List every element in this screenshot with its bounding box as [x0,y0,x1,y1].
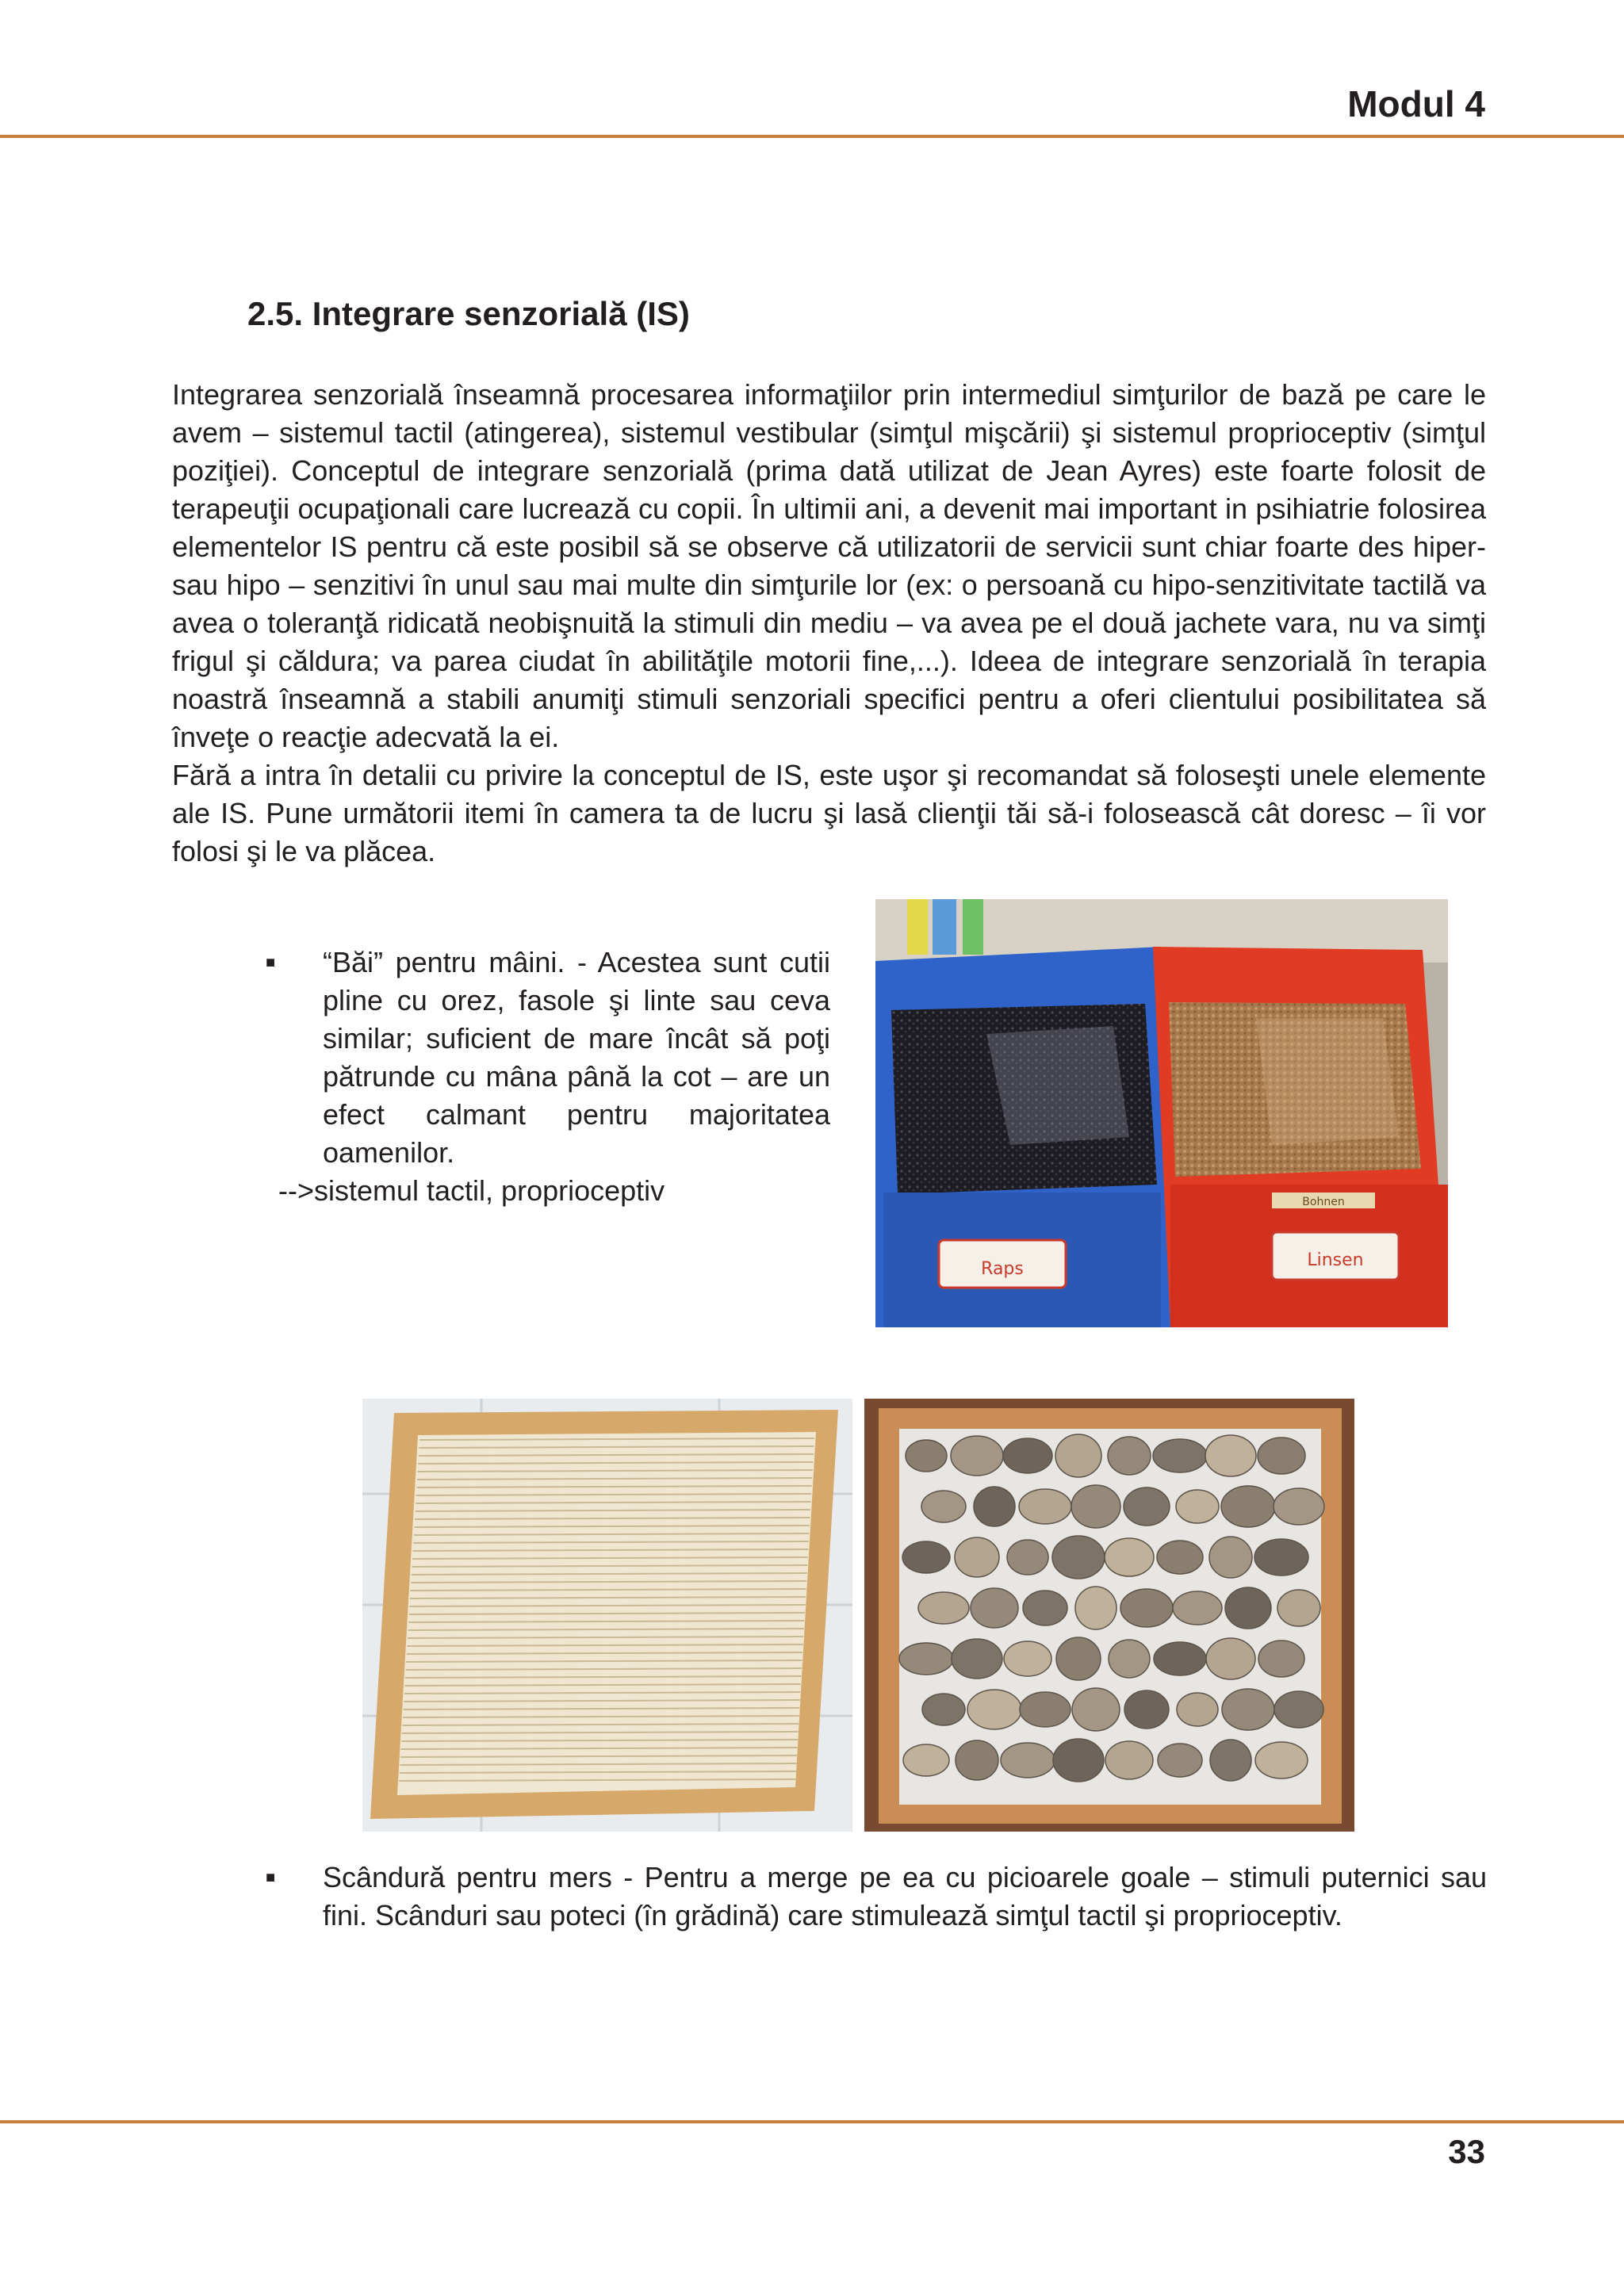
stone [1071,1485,1120,1528]
section-heading: 2.5. Integrare senzorială (IS) [247,295,690,332]
stone [1255,1742,1308,1778]
bullet-hand-baths-systems: -->sistemul tactil, proprioceptiv [278,1174,665,1207]
stone [1105,1741,1153,1779]
stone [1056,1637,1101,1680]
bullet-walking-board-text: Scândură pentru mers - Pentru a merge pe ea cu picioarele goale – stimuli puternici sau fini. Scânduri sau poteci (în grădină) care stimulează simţul tactil şi proprioceptiv. [323,1861,1487,1932]
stone [906,1440,947,1472]
stone [1007,1540,1048,1575]
stone [1157,1541,1203,1574]
stone [1001,1743,1055,1778]
stone [921,1491,966,1522]
stone [956,1740,998,1780]
stone [1254,1539,1308,1575]
stone [1173,1591,1222,1625]
stone [1108,1437,1151,1475]
stone [1222,1689,1274,1730]
stone [1177,1693,1218,1726]
stone [1124,1690,1169,1729]
bullet-square-icon: ■ [266,1869,276,1886]
box-label-small: Bohnen [1302,1196,1345,1208]
stone [955,1537,999,1577]
stone [1205,1435,1256,1476]
stone [1072,1688,1120,1731]
stone [1023,1591,1067,1625]
bullet-square-icon: ■ [266,954,276,971]
stone [1277,1590,1320,1626]
stone [1274,1488,1324,1525]
stone [1120,1589,1173,1627]
box-label-blue: Raps [981,1259,1024,1279]
stone [1053,1739,1104,1782]
stone [903,1744,949,1776]
stone [902,1541,950,1573]
stone [1105,1538,1154,1576]
stone [1020,1692,1071,1727]
stone [918,1592,969,1624]
stone [922,1694,965,1725]
photo-stick-board [362,1399,852,1832]
stone [1003,1438,1052,1473]
stone [1258,1641,1304,1677]
stone [971,1588,1018,1628]
stone [1004,1641,1051,1676]
paragraph-1: Integrarea senzorială înseamnă procesarea informaţiilor prin intermediul simţurilor de bază pe care le avem – sistemul tactil (atingerea), sistemul vestibular (simţul mişcării) şi sistemul proprioceptiv (simţul poziţiei). Conceptul de integrare senzorială (prima dată utilizat de Jean Ayres) este foarte folosit de terapeuţii ocupaţionali care lucrează cu copii. În ultimii ani, a devenit mai important in psihiatrie folosirea elementelor IS pentru că este posibil să se observe că utilizatorii de servicii sunt chiar foarte des hiper- sau hipo – senzitivi în unul sau mai multe din simţurile lor (ex: o persoană cu hipo-senzitivitate tactilă va avea o toleranţă ridicată neobişnuită la stimuli din mediu – va avea pe el două jachete vara, nu va simţi frigul şi căldura; va parea ciudat în abilităţile motorii fine,...). Ideea de integrare senzorială în terapia noastră înseamnă a stabili anumiţi stimuli senzoriali specifici pentru a oferi clientului posibilitatea să înveţe o reacţie adecvată la ei. [172,378,1486,753]
stone [1225,1587,1271,1629]
stone [899,1643,953,1675]
stone [1258,1438,1305,1474]
stone [1176,1490,1219,1523]
stone [1124,1487,1170,1526]
body-text [172,376,1486,871]
stone [1274,1691,1323,1728]
stone [1109,1640,1150,1678]
stone [952,1639,1002,1679]
stone [1052,1536,1105,1579]
stone [1019,1489,1071,1524]
paragraph-2: Fără a intra în detalii cu privire la conceptul de IS, este uşor şi recomandat să foloseşti unele elemente ale IS. Pune următorii itemi în camera ta de lucru şi lasă clienţii tăi să-i folosească cât doresc – îi vor folosi şi le va plăcea. [172,759,1486,867]
page-number: 33 [1448,2133,1485,2170]
box-label-red: Linsen [1307,1250,1364,1270]
stone [1209,1537,1252,1578]
stone [974,1487,1015,1526]
bullet-hand-baths [266,944,830,1210]
bullet-hand-baths-text: “Băi” pentru mâini. - Acestea sunt cutii pline cu orez, fasole şi linte sau ceva similar; suficient de mare încât să poţi pătrunde cu mâna până la cot – are un efect calmant pentru majoritatea oamenilor. [323,946,830,1169]
bullet-walking-board [266,1859,1487,1935]
stone [1055,1434,1101,1477]
stone [967,1690,1021,1729]
stone [1154,1642,1206,1675]
module-title: Modul 4 [1347,83,1485,124]
stone [1153,1439,1207,1472]
footer-rule [0,2120,1624,2123]
header-rule [0,135,1624,138]
photo-sensory-boxes [875,899,1448,1327]
stone [1075,1587,1116,1629]
stone [1206,1638,1255,1679]
stone [1221,1486,1275,1527]
stone [1210,1740,1251,1781]
photo-stone-board [864,1399,1354,1832]
stone [951,1436,1003,1476]
stone [1158,1744,1202,1777]
